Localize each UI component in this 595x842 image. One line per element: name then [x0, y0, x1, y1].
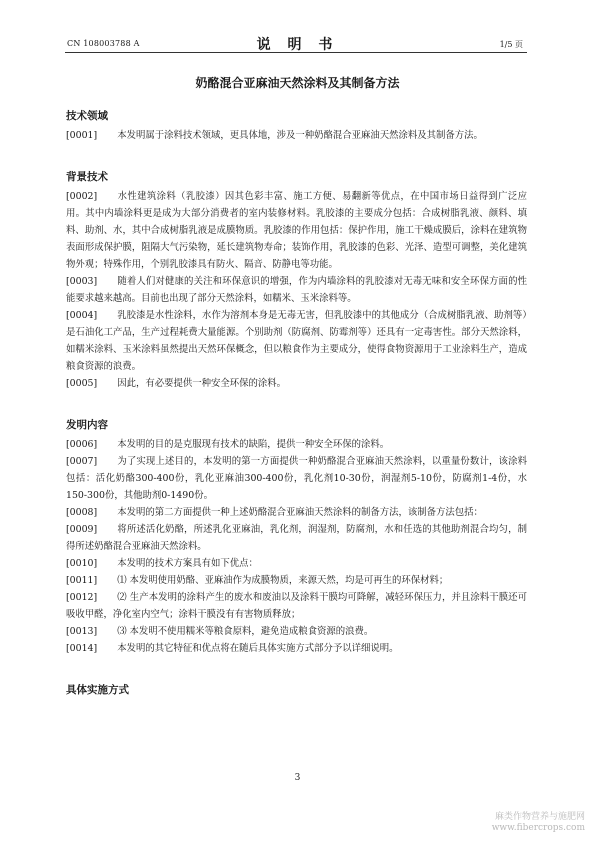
paragraph [66, 504, 527, 521]
paragraph-text: ⑵ 生产本发明的涂料产生的废水和废油以及涂料干膜均可降解，减轻环保压力，并且涂料干膜还可吸收甲醛，净化室内空气；涂料干膜没有有害物质释放； [66, 592, 527, 620]
paragraph-text: 本发明的技术方案具有如下优点： [117, 558, 258, 569]
paragraph-text: 本发明属于涂料技术领域，更具体地，涉及一种奶酪混合亚麻油天然涂料及其制备方法。 [117, 130, 483, 141]
paragraph-number: [0007] [66, 456, 98, 467]
section-heading: 技术领域 [66, 110, 108, 122]
watermark [492, 812, 585, 834]
paragraph-number: [0001] [66, 130, 98, 141]
paragraph [66, 589, 527, 623]
paragraph [66, 640, 527, 657]
paragraph-text: 将所述活化奶酪，所述乳化亚麻油，乳化剂，润湿剂，防腐剂，水和任选的其他助剂混合均匀，制得所述奶酪混合亚麻油天然涂料。 [66, 524, 527, 552]
paragraph-text: 本发明的目的是克服现有技术的缺陷，提供一种安全环保的涂料。 [117, 439, 390, 450]
paragraph [66, 453, 527, 504]
document-title: 奶酪混合亚麻油天然涂料及其制备方法 [195, 76, 400, 90]
paragraph-text: 本发明的其它特征和优点将在随后具体实施方式部分予以详细说明。 [117, 643, 399, 654]
paragraph-number: [0009] [66, 524, 98, 535]
paragraph-text: 为了实现上述目的，本发明的第一方面提供一种奶酪混合亚麻油天然涂料，以重量份数计，该涂料包括：活化奶酪300-400份，乳化亚麻油300-400份，乳化剂10-30份，润湿剂5-10份，防腐剂1-4份，水150-300份，其他助剂0-1490份。 [66, 456, 527, 501]
paragraph-text: ⑴ 本发明使用奶酪、亚麻油作为成膜物质，来源天然，均是可再生的环保材料； [117, 575, 449, 586]
section-heading: 具体实施方式 [66, 684, 129, 696]
paragraph-number: [0002] [66, 191, 98, 202]
paragraph-number: [0004] [66, 310, 98, 321]
paragraph [66, 572, 527, 589]
paragraph-text: 因此，有必要提供一种安全环保的涂料。 [117, 378, 286, 389]
paragraph-number: [0006] [66, 439, 98, 450]
paragraph-text: 水性建筑涂料（乳胶漆）因其色彩丰富、施工方便、易翻新等优点，在中国市场日益得到广泛应用。其中内墙涂料更是成为大部分消费者的室内装修材料。乳胶漆的主要成分包括：合成树脂乳液、颜料、填料、助剂、水，其中合成树脂乳液是成膜物质。乳胶漆的作用包括：保护作用，施工干燥成膜后，涂料在建筑物表面形成保护膜，阻隔大气污染物，延长建筑物寿命；装饰作用，乳胶漆的色彩、光泽、造型可调整，美化建筑物外观；特殊作用，个别乳胶漆具有防火、隔音、防静电等功能。 [66, 191, 527, 270]
section-spacer [66, 392, 527, 417]
paragraph [66, 188, 527, 273]
paragraph-text: 本发明的第二方面提供一种上述奶酪混合亚麻油天然涂料的制备方法，该制备方法包括： [117, 507, 483, 518]
header-page-count: 1/5 页 [499, 40, 523, 49]
paragraph-number: [0011] [66, 575, 98, 586]
paragraph [66, 521, 527, 555]
section-spacer [66, 657, 527, 682]
page-number: 3 [294, 773, 301, 783]
paragraph-number: [0010] [66, 558, 98, 569]
paragraph [66, 307, 527, 375]
paragraph-number: [0012] [66, 592, 98, 603]
paragraph [66, 375, 527, 392]
watermark-line1: 麻类作物营养与施肥网 [494, 812, 585, 822]
document-body [66, 108, 527, 701]
paragraph [66, 623, 527, 640]
header-rule [65, 52, 527, 53]
header-doc-type: 说 明 书 [256, 37, 339, 53]
paragraph-text: ⑶ 本发明不使用糯米等粮食原料，避免造成粮食资源的浪费。 [117, 626, 374, 637]
paragraph-number: [0008] [66, 507, 98, 518]
section-heading: 发明内容 [66, 419, 108, 431]
paragraph-text: 乳胶漆是水性涂料，水作为溶剂本身是无毒无害，但乳胶漆中的其他成分（合成树脂乳液、助剂等）是石油化工产品，生产过程耗费大量能源。个别助剂（防腐剂、防霉剂等）还具有一定毒害性。部分天然涂料，如糯米涂料、玉米涂料虽然提出天然环保概念，但以粮食作为主要成分，使得食物资源用于工业涂料生产，造成粮食资源的浪费。 [66, 310, 527, 372]
paragraph-number: [0014] [66, 643, 98, 654]
header-doc-number: CN 108003788 A [67, 39, 140, 48]
paragraph-number: [0013] [66, 626, 98, 637]
paragraph [66, 273, 527, 307]
paragraph-text: 随着人们对健康的关注和环保意识的增强，作为内墙涂料的乳胶漆对无毒无味和安全环保方面的性能要求越来越高。目前也出现了部分天然涂料，如糯米、玉米涂料等。 [66, 276, 527, 304]
section-spacer [66, 144, 527, 169]
paragraph-number: [0003] [66, 276, 98, 287]
paragraph-number: [0005] [66, 378, 98, 389]
paragraph [66, 555, 527, 572]
section-heading: 背景技术 [66, 171, 108, 183]
paragraph [66, 127, 527, 144]
paragraph [66, 436, 527, 453]
watermark-line2: www.fibercrops.com [491, 823, 585, 833]
